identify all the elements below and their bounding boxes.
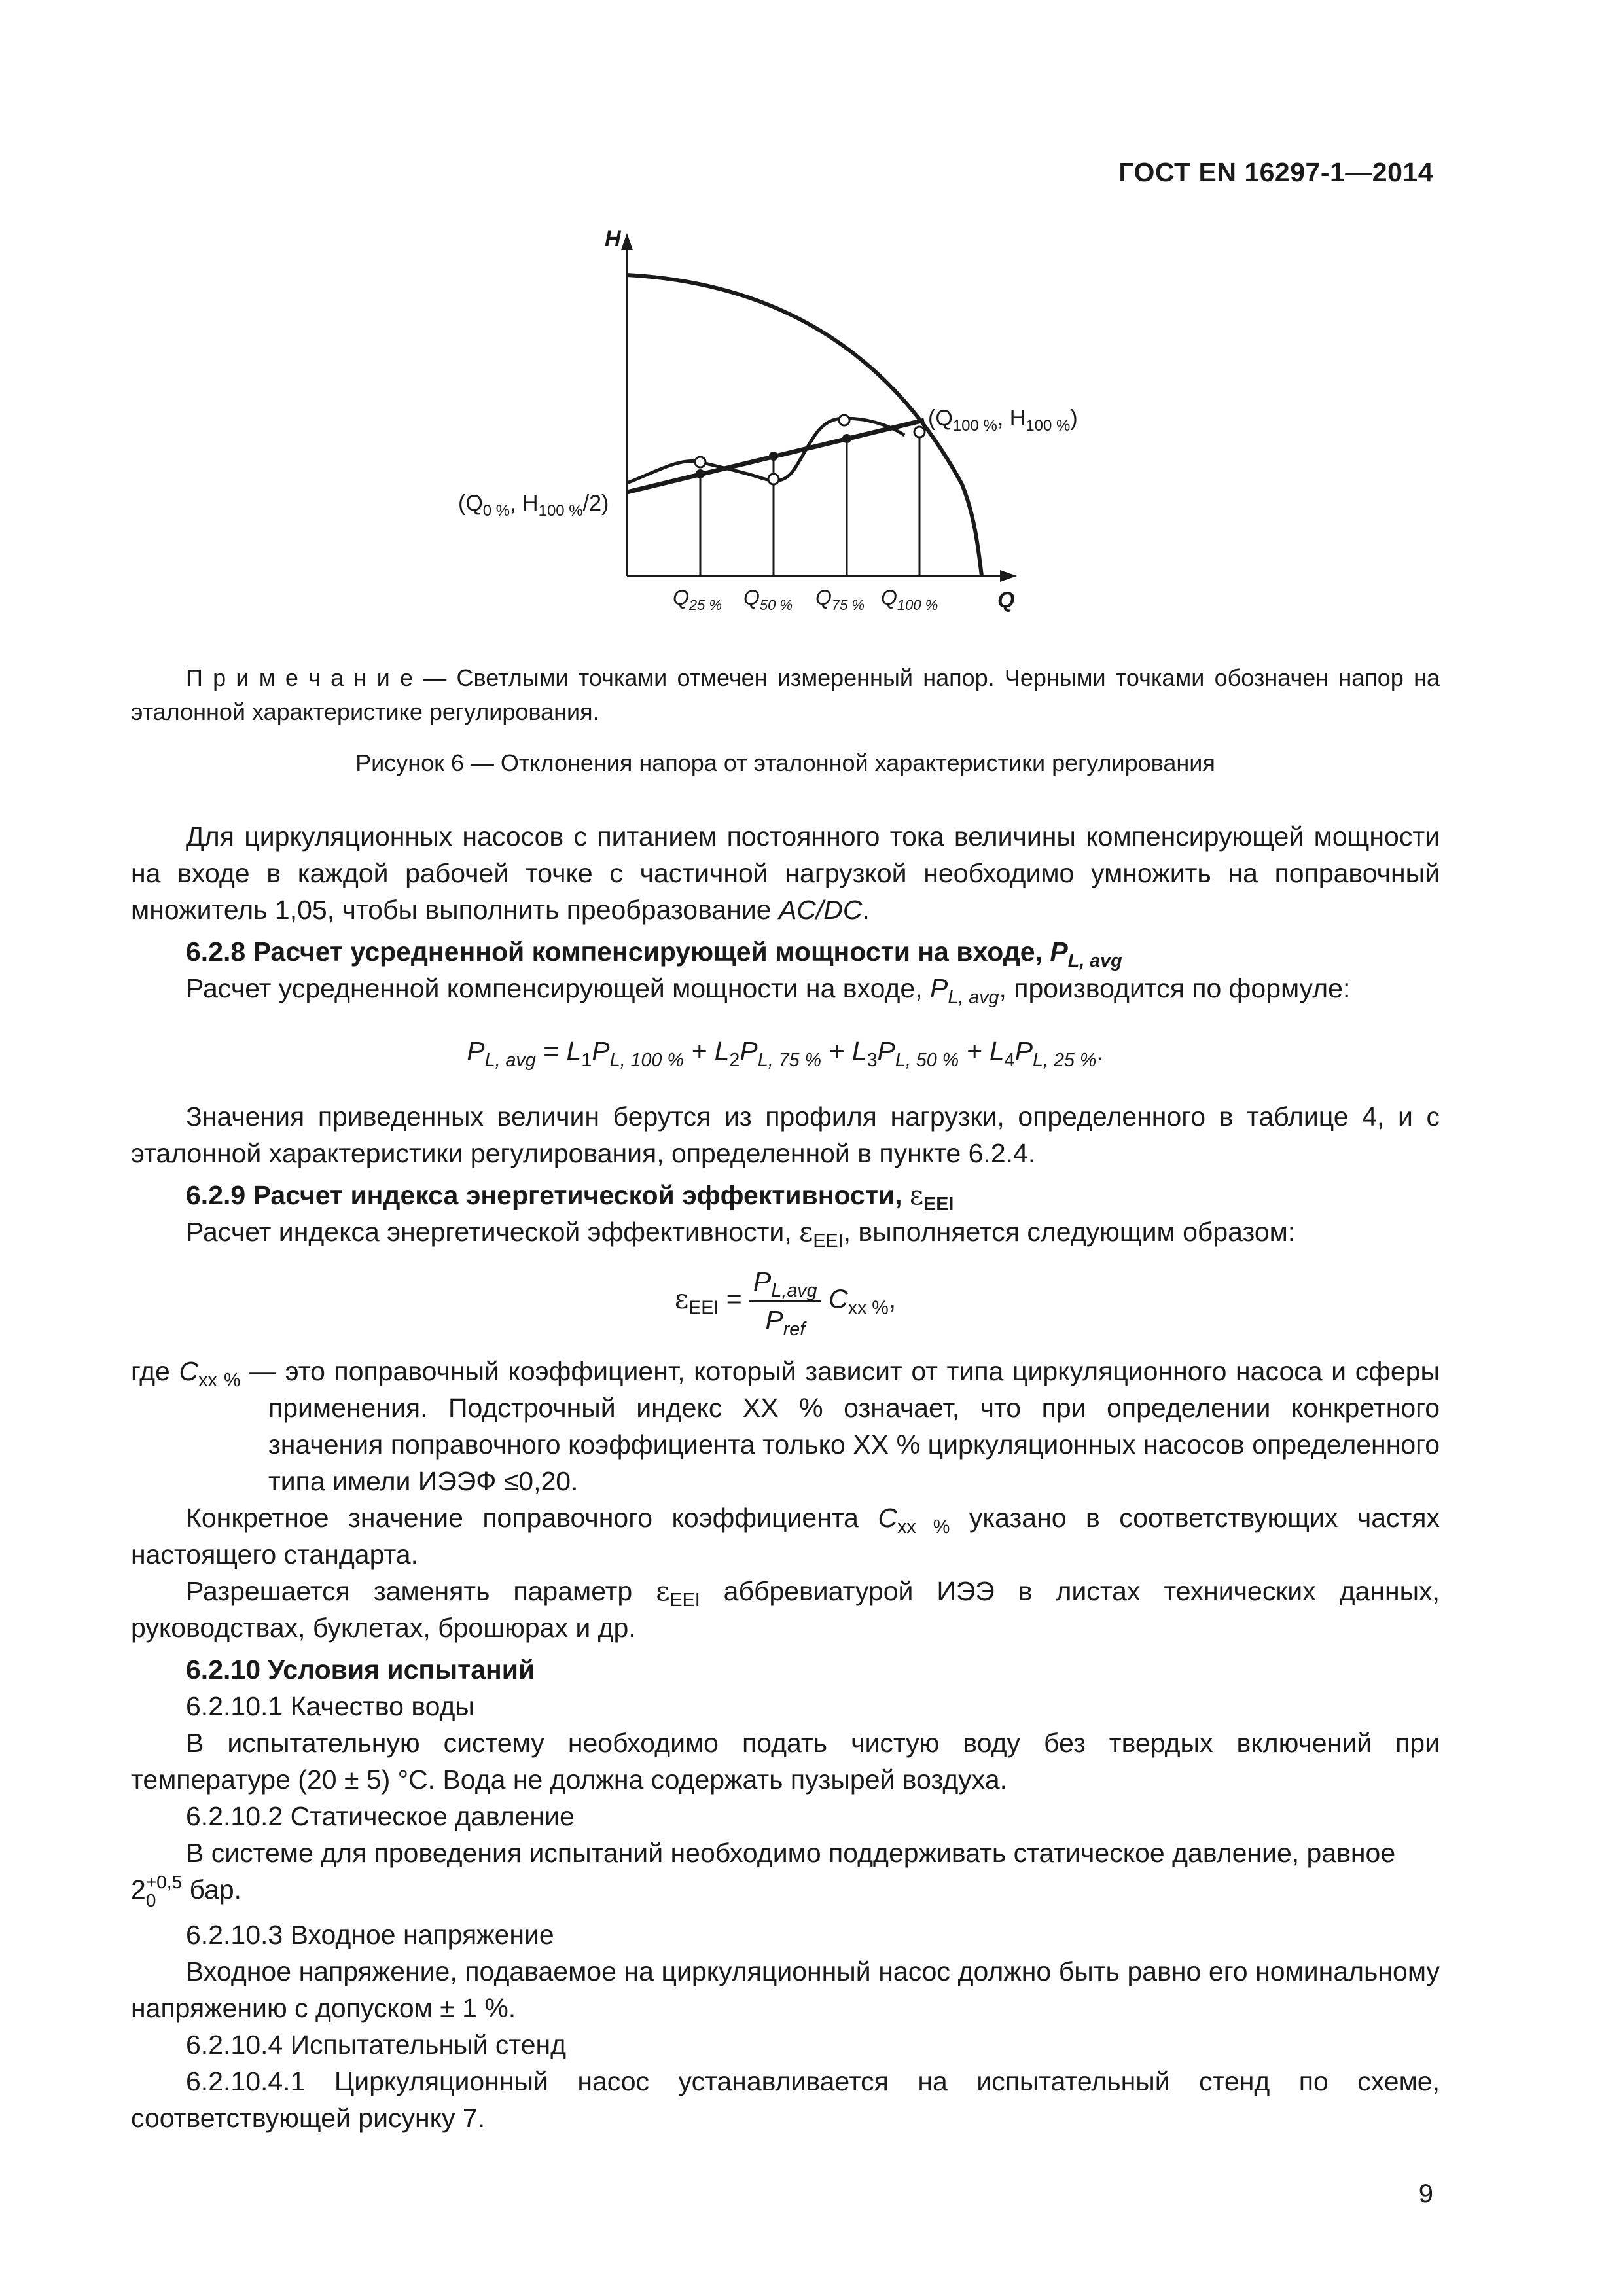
paragraph-static-pressure: В системе для проведения испытаний необходимо поддерживать статическое давление, равное (186, 1838, 1396, 1868)
note-text: — Светлыми точками отмечен измеренный напор. Черными точками обозначен напор на эталонной характеристике регулирования. (131, 664, 1440, 725)
x-axis-label: Q (997, 588, 1015, 613)
y-axis-arrow (621, 233, 633, 250)
label-top-point: ($Q_{100 \%}$, $H_{100 \%}$) (928, 406, 1078, 435)
figure-caption: Рисунок 6 — Отклонения напора от эталонной характеристики регулирования (355, 749, 1215, 776)
y-axis-label: H (605, 226, 621, 251)
pressure-value: 2 +0,5 0 бар. (131, 1872, 242, 1911)
heading-6-2-8: 6.2.8 Расчет усредненной компенсирующей мощности на входе, $P_{L, avg}$ (186, 937, 1122, 972)
tick-q25: $Q_{25 \%}$ (673, 586, 722, 613)
tick-q100: $Q_{100 \%}$ (881, 586, 938, 613)
measured-head-curve (627, 418, 904, 483)
page-number: 9 (1418, 2179, 1433, 2208)
paragraph-cxx: Конкретное значение поправочного коэффициента $C_{xx \%}$ указано в соответствующих частях настоящего стандарта. (131, 1503, 1440, 1570)
subheading-6-2-10-1: 6.2.10.1 Качество воды (186, 1691, 474, 1721)
paragraph-input-voltage: Входное напряжение, подаваемое на циркуляционный насос должно быть равно его номинальному напряжению с допуском ± 1 %. (131, 1956, 1440, 2024)
label-left-point: ($Q_{0 \%}$, $H_{100 \%}/2$) (458, 491, 609, 520)
tick-q50: $Q_{50 \%}$ (743, 586, 793, 613)
fraction: $\frac{P_{L,avg}}{P_{ref}}$ (749, 1263, 821, 1338)
where-clause: где $C_{xx \%}$ — это поправочный коэффициент, который зависит от типа циркуляционного насоса и сферы применения. Подстрочный индекс XX % означает, что при определении конкретного значения поправочного коэффициента только XX % циркуляционных насосов определенного типа имели ИЭЭФ ≤0,20. (131, 1356, 1440, 1496)
measured-point (768, 474, 779, 484)
paragraph-load-profile: Значения приведенных величин берутся из профиля нагрузки, определенного в таблице 4, и с эталонной характеристики регулирования, определенной в пункте 6.2.4. (131, 1102, 1440, 1168)
subheading-6-2-10-4: 6.2.10.4 Испытательный стенд (186, 2030, 567, 2060)
figure-svg (419, 209, 1152, 628)
subheading-6-2-10-2: 6.2.10.2 Статическое давление (186, 1801, 575, 1831)
reference-point (769, 452, 778, 461)
formula-avg-power: $P_{L, avg} = L_1P_{L, 100 \%} + L_2P_{L, 75 \%} + L_3P_{L, 50 \%} + L_4P_{L, 25 \%}$. (467, 1036, 1104, 1071)
measured-point (914, 427, 925, 437)
formula-eei: $\varepsilon_{EEI}$ = $\frac{P_{L,avg}}{P_{ref}}$ $C_{xx \%}$, (131, 1263, 1440, 1338)
paragraph-dc-pumps: Для циркуляционных насосов с питанием постоянного тока величины компенсирующей мощности на входе в каждой рабочей точке с частичной нагрузкой необходимо умножить на поправочный множитель 1,05, чтобы выполнить преобразование AC/DC. (131, 821, 1440, 925)
paragraph-abbreviation: Разрешается заменять параметр $\varepsilon_{EEI}$ аббревиатурой ИЭЭ в листах технических данных, руководствах, буклетах, брошюрах и др. (131, 1575, 1440, 1643)
paragraph-eei: Расчет индекса энергетической эффективности, $\varepsilon_{EEI}$, выполняется следующим образом: (186, 1216, 1296, 1252)
paragraph-avg-power: Расчет усредненной компенсирующей мощности на входе, $P_{L, avg}$, производится по формуле: (186, 973, 1351, 1009)
heading-6-2-9: 6.2.9 Расчет индекса энергетической эффективности, $\varepsilon_{EEI}$ (186, 1179, 954, 1215)
figure-head-deviation (419, 209, 1152, 628)
document-header: ГОСТ EN 16297-1—2014 (1118, 157, 1433, 187)
figure-note (131, 661, 1440, 729)
x-axis-arrow (1000, 570, 1017, 582)
note-prefix: П р и м е ч а н и е (186, 664, 413, 691)
heading-6-2-10: 6.2.10 Условия испытаний (186, 1655, 535, 1685)
measured-point (839, 415, 849, 425)
main-text (131, 818, 1440, 2136)
reference-point (842, 434, 851, 443)
paragraph-water-quality: В испытательную систему необходимо подать чистую воду без твердых включений при температуре (20 ± 5) °С. Вода не должна содержать пузырей воздуха. (131, 1728, 1440, 1795)
reference-point (696, 469, 705, 478)
tick-q75: $Q_{75 \%}$ (815, 586, 865, 613)
subheading-6-2-10-3: 6.2.10.3 Входное напряжение (186, 1920, 554, 1950)
paragraph-test-stand: 6.2.10.4.1 Циркуляционный насос устанавливается на испытательный стенд по схеме, соответствующей рисунку 7. (131, 2066, 1440, 2134)
measured-point (695, 457, 705, 467)
